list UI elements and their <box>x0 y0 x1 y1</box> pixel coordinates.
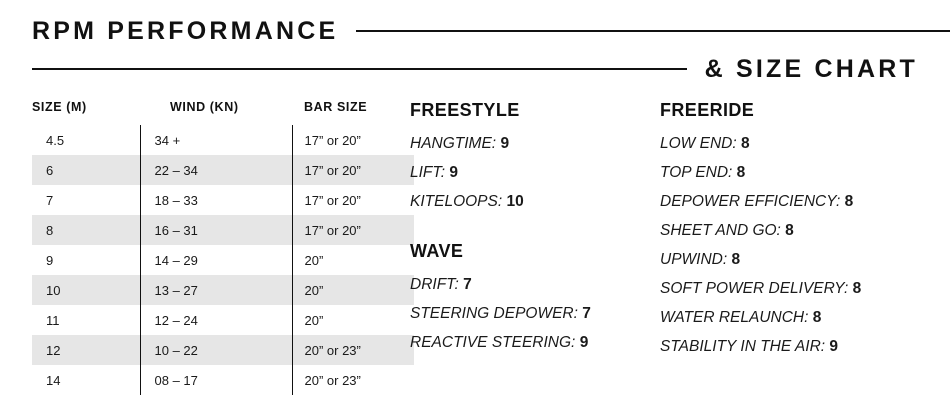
table-row <box>32 185 414 215</box>
freeride-item-label: SOFT POWER DELIVERY: <box>660 280 849 297</box>
freeride-item <box>660 135 940 153</box>
freeride-item <box>660 280 940 298</box>
wave-item-value: 9 <box>579 334 589 351</box>
table-row <box>32 155 414 185</box>
freestyle-item-value: 9 <box>449 164 458 181</box>
freeride-column <box>660 100 940 367</box>
freeride-item <box>660 338 940 356</box>
cell-wind: 12 – 24 <box>140 305 292 335</box>
freeride-item-label: LOW END: <box>660 135 737 152</box>
freeride-item-label: DEPOWER EFFICIENCY: <box>660 193 841 210</box>
cell-bar-size: 20” or 23” <box>304 372 361 388</box>
freeride-heading: FREERIDE <box>660 100 755 120</box>
wave-item <box>410 276 660 294</box>
freeride-item-value: 9 <box>829 338 839 355</box>
title-line-1 <box>0 14 950 48</box>
freestyle-item <box>410 193 660 211</box>
freeride-item <box>660 164 940 182</box>
size-chart-table-wrapper <box>32 100 372 395</box>
cell-wind: 34 + <box>140 125 292 155</box>
freestyle-item-value: 10 <box>506 193 524 210</box>
freeride-item-value: 8 <box>740 135 750 152</box>
wave-item-value: 7 <box>582 305 591 322</box>
freestyle-item-label: KITELOOPS: <box>410 193 503 210</box>
freeride-item-label: WATER RELAUNCH: <box>660 309 809 326</box>
table-row <box>32 275 414 305</box>
table-row <box>32 335 414 365</box>
wave-heading: WAVE <box>410 241 464 261</box>
cell-size: 10 <box>32 275 140 305</box>
cell-size: 11 <box>32 305 140 335</box>
cell-bar-size: 17” or 20” <box>292 215 414 245</box>
column-header-wind: WIND (KN) <box>170 100 239 114</box>
freeride-item-value: 8 <box>852 280 862 297</box>
freestyle-item <box>410 135 660 153</box>
title-line-2-text: & SIZE CHART <box>704 54 918 83</box>
freestyle-item-value: 9 <box>500 135 510 152</box>
freestyle-item <box>410 164 660 182</box>
table-row <box>32 245 414 275</box>
wave-item-label: STEERING DEPOWER: <box>410 305 578 322</box>
freeride-item <box>660 193 940 211</box>
cell-wind: 18 – 33 <box>140 185 292 215</box>
freeride-item-value: 8 <box>736 164 746 181</box>
freeride-item <box>660 222 940 240</box>
freeride-item <box>660 309 940 327</box>
cell-size: 7 <box>32 185 140 215</box>
freeride-item-value: 8 <box>844 193 854 210</box>
cell-size: 6 <box>32 155 140 185</box>
table-row <box>32 215 414 245</box>
cell-wind: 10 – 22 <box>140 335 292 365</box>
cell-bar-size: 20” <box>292 275 414 305</box>
column-header-size: SIZE (M) <box>32 100 87 114</box>
cell-size: 9 <box>32 245 140 275</box>
title-rule-left <box>32 68 687 70</box>
cell-wind: 22 – 34 <box>140 155 292 185</box>
table-row <box>32 305 414 335</box>
table-header <box>32 100 414 125</box>
cell-wind: 14 – 29 <box>140 245 292 275</box>
table-header-row <box>32 100 414 125</box>
table-row <box>32 125 414 155</box>
cell-wind: 08 – 17 <box>140 365 292 395</box>
cell-bar-size: 20” <box>304 252 324 268</box>
title-line-1-text: RPM PERFORMANCE <box>32 16 339 45</box>
title-rule-right <box>356 30 950 32</box>
table-row <box>32 365 414 395</box>
freeride-item-value: 8 <box>731 251 741 268</box>
wave-item-label: DRIFT: <box>410 276 459 293</box>
wave-item-label: REACTIVE STEERING: <box>410 334 576 351</box>
freeride-item-label: STABILITY IN THE AIR: <box>660 338 826 355</box>
cell-wind: 13 – 27 <box>140 275 292 305</box>
size-chart-table <box>32 100 414 395</box>
cell-size: 4.5 <box>32 125 140 155</box>
freeride-item-value: 8 <box>785 222 794 239</box>
freestyle-item-label: LIFT: <box>410 164 446 181</box>
freeride-item-label: UPWIND: <box>660 251 728 268</box>
freeride-item-label: TOP END: <box>660 164 733 181</box>
cell-size: 8 <box>32 215 140 245</box>
cell-wind: 16 – 31 <box>140 215 292 245</box>
freestyle-item-label: HANGTIME: <box>410 135 497 152</box>
freeride-item-label: SHEET AND GO: <box>660 222 781 239</box>
cell-size: 12 <box>32 335 140 365</box>
freestyle-heading: FREESTYLE <box>410 100 520 120</box>
column-header-bar-size: BAR SIZE <box>304 100 368 114</box>
wave-item <box>410 305 660 323</box>
freeride-item <box>660 251 940 269</box>
cell-bar-size: 17” or 20” <box>304 132 361 148</box>
freeride-item-value: 8 <box>812 309 822 326</box>
cell-size: 14 <box>32 365 140 395</box>
cell-bar-size: 17” or 20” <box>304 192 361 208</box>
title-line-2 <box>0 52 950 86</box>
cell-bar-size: 17” or 20” <box>292 155 414 185</box>
cell-bar-size: 20” or 23” <box>292 335 414 365</box>
table-body <box>32 125 414 395</box>
cell-bar-size: 20” <box>304 312 324 328</box>
wave-item-value: 7 <box>463 276 472 293</box>
freestyle-wave-column <box>410 100 660 363</box>
page-title <box>0 14 950 86</box>
wave-item <box>410 334 660 352</box>
